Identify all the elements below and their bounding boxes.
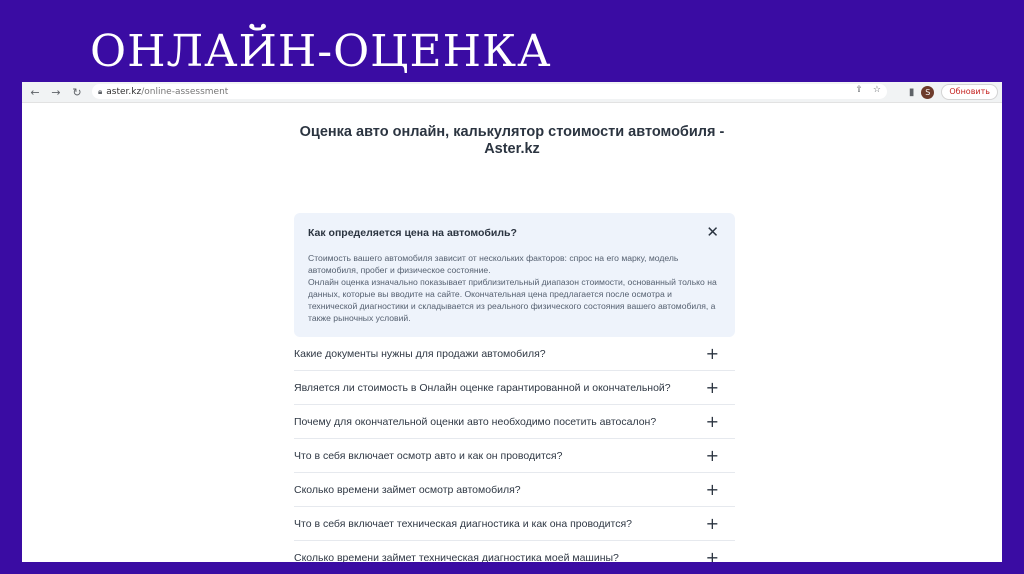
page-content <box>22 124 1002 562</box>
faq-question: Является ли стоимость в Онлайн оценке гарантированной и окончательной? <box>294 381 671 394</box>
faq-item[interactable] <box>294 507 735 541</box>
lock-icon[interactable]: 🔒︎ <box>98 86 103 96</box>
plus-icon[interactable]: + <box>705 513 719 533</box>
url-path: /online-assessment <box>141 86 229 97</box>
faq-item[interactable] <box>294 337 735 371</box>
faq-question: Сколько времени займет осмотр автомобиля? <box>294 483 521 496</box>
faq-item-open <box>294 213 735 337</box>
share-icon[interactable]: ⇪ <box>855 85 863 95</box>
plus-icon[interactable]: + <box>705 445 719 465</box>
faq-question-open[interactable]: Как определяется цена на автомобиль? <box>308 227 517 239</box>
page-heading: Оценка авто онлайн, калькулятор стоимости автомобиля - Aster.kz <box>299 124 725 157</box>
faq-question: Что в себя включает техническая диагностика и как она проводится? <box>294 517 632 530</box>
faq-item[interactable] <box>294 541 735 562</box>
plus-icon[interactable]: + <box>705 411 719 431</box>
browser-toolbar <box>22 82 1002 103</box>
slide-title: ОНЛАЙН-ОЦЕНКА <box>90 26 552 77</box>
plus-icon[interactable]: + <box>705 343 719 363</box>
avatar[interactable]: S <box>921 86 934 99</box>
sidebar-icon[interactable]: ▮ <box>908 86 915 98</box>
reload-icon[interactable]: ↻ <box>72 85 82 99</box>
url-host: aster.kz <box>106 86 142 97</box>
faq-item[interactable] <box>294 405 735 439</box>
faq-item[interactable] <box>294 371 735 405</box>
faq-question: Какие документы нужны для продажи автомобиля? <box>294 347 546 360</box>
back-icon[interactable]: ← <box>30 85 40 99</box>
faq-answer-paragraph: Онлайн оценка изначально показывает приблизительный диапазон стоимости, основанный только на данных, которые вы вводите на сайте. Окончательная цена предлагается после осмотра и технической диагностики и складывается из реального физического состояния вашего автомобиля, а также рыночных условий. <box>308 277 717 323</box>
plus-icon[interactable]: + <box>705 479 719 499</box>
star-icon[interactable]: ☆ <box>872 85 881 95</box>
close-icon[interactable]: ✕ <box>706 223 719 241</box>
url-text[interactable] <box>106 87 228 97</box>
browser-window <box>22 82 1002 562</box>
faq-question: Почему для окончательной оценки авто необходимо посетить автосалон? <box>294 415 657 428</box>
plus-icon[interactable]: + <box>705 547 719 562</box>
update-button[interactable]: Обновить <box>941 84 998 100</box>
faq-question: Сколько времени займет техническая диагностика моей машины? <box>294 551 619 562</box>
faq-answer-paragraph: Стоимость вашего автомобиля зависит от нескольких факторов: спрос на его марку, модель автомобиля, пробег и физическое состояние. <box>308 253 679 275</box>
faq-item[interactable] <box>294 439 735 473</box>
address-bar[interactable] <box>92 84 887 99</box>
plus-icon[interactable]: + <box>705 377 719 397</box>
faq-list <box>294 213 735 562</box>
faq-answer <box>308 252 718 324</box>
forward-icon[interactable]: → <box>51 85 61 99</box>
faq-item[interactable] <box>294 473 735 507</box>
faq-question: Что в себя включает осмотр авто и как он проводится? <box>294 449 563 462</box>
